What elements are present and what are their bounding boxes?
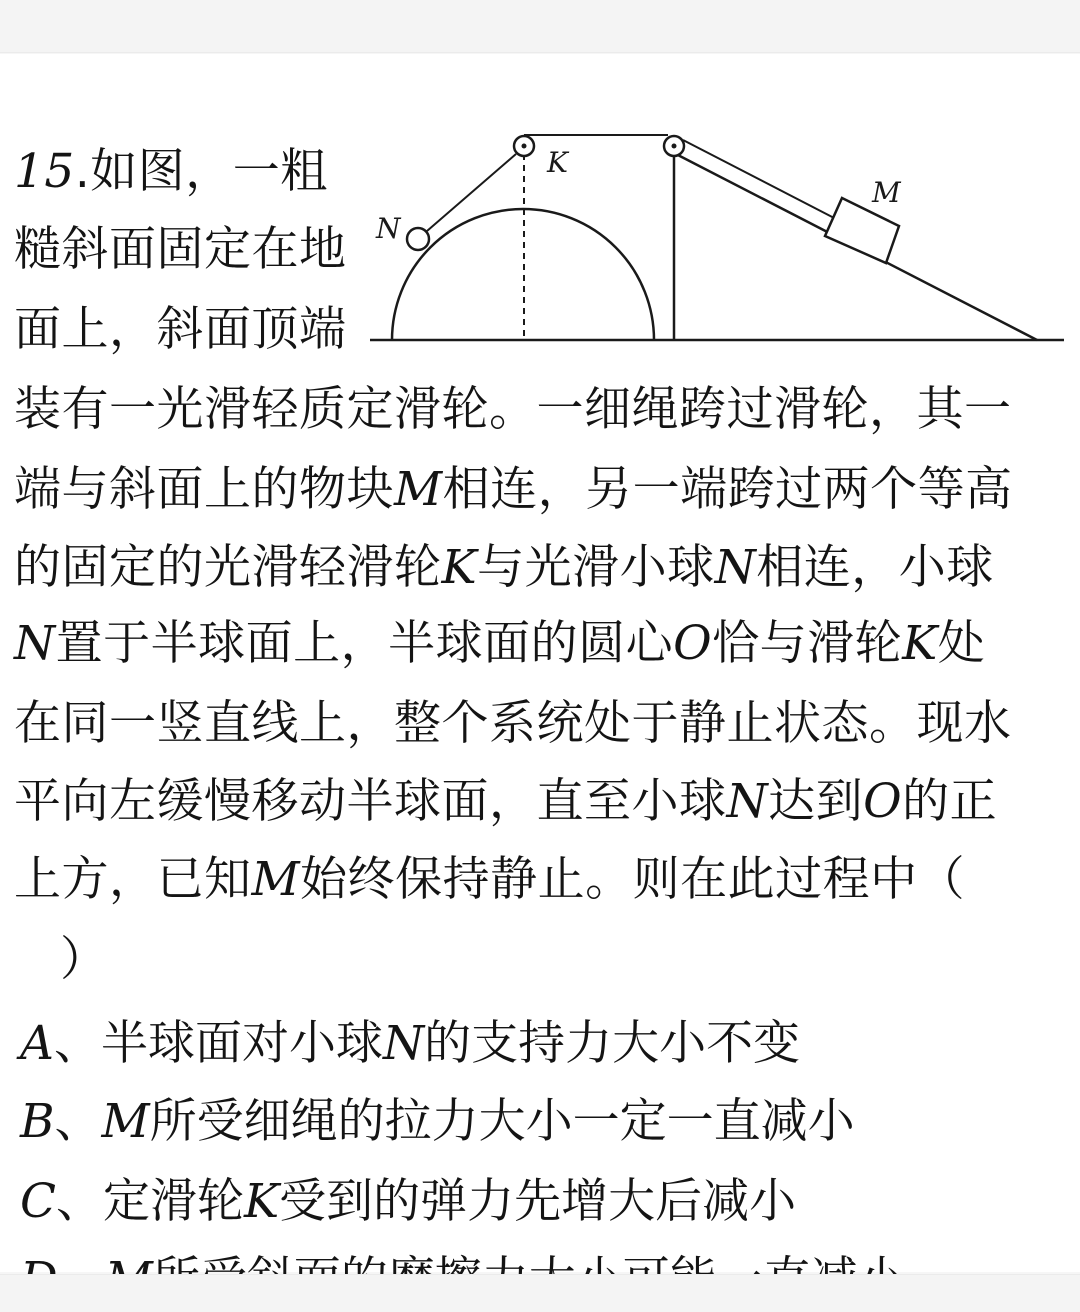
label-m: M: [872, 176, 901, 209]
question-line-9: 平向左缓慢移动半球面，直至小球N达到O的正: [14, 774, 998, 829]
option-a[interactable]: A、半球面对小球N的支持力大小不变: [20, 1016, 801, 1071]
option-letter: C: [20, 1174, 56, 1229]
question-line-4: 装有一光滑轻质定滑轮。一细绳跨过滑轮，其一: [14, 382, 1012, 437]
question-line-5: 端与斜面上的物块M相连，另一端跨过两个等高: [14, 462, 1013, 517]
option-c[interactable]: C、定滑轮K受到的弹力先增大后减小: [20, 1174, 797, 1229]
question-line-1: 15.如图，一粗: [14, 144, 328, 199]
option-letter: B: [20, 1094, 55, 1149]
question-line-8: 在同一竖直线上，整个系统处于静止状态。现水: [14, 696, 1012, 751]
pulley-k-center: [522, 144, 527, 149]
physics-diagram: [370, 128, 1070, 350]
bottom-bar: [0, 1274, 1080, 1312]
question-line-7: N置于半球面上，半球面的圆心O恰与滑轮K处: [14, 616, 986, 671]
top-bar: [0, 0, 1080, 53]
ball-n: [407, 228, 429, 250]
rope-to-block: [683, 140, 838, 220]
question-line-6: 的固定的光滑轻滑轮K与光滑小球N相连，小球: [14, 540, 994, 595]
label-n: N: [376, 212, 401, 245]
option-letter: A: [20, 1016, 54, 1071]
label-k: K: [547, 146, 568, 179]
option-b[interactable]: B、M所受细绳的拉力大小一定一直减小: [20, 1094, 855, 1149]
question-number: 15: [14, 144, 75, 199]
question-line-10: 上方，已知M始终保持静止。则在此过程中（: [14, 852, 966, 907]
question-line-11: ）: [60, 932, 108, 987]
pulley-top-center: [672, 144, 677, 149]
question-line-3: 面上，斜面顶端: [14, 302, 347, 357]
question-line-2: 糙斜面固定在地: [14, 222, 347, 277]
question-card: [0, 54, 1080, 1272]
